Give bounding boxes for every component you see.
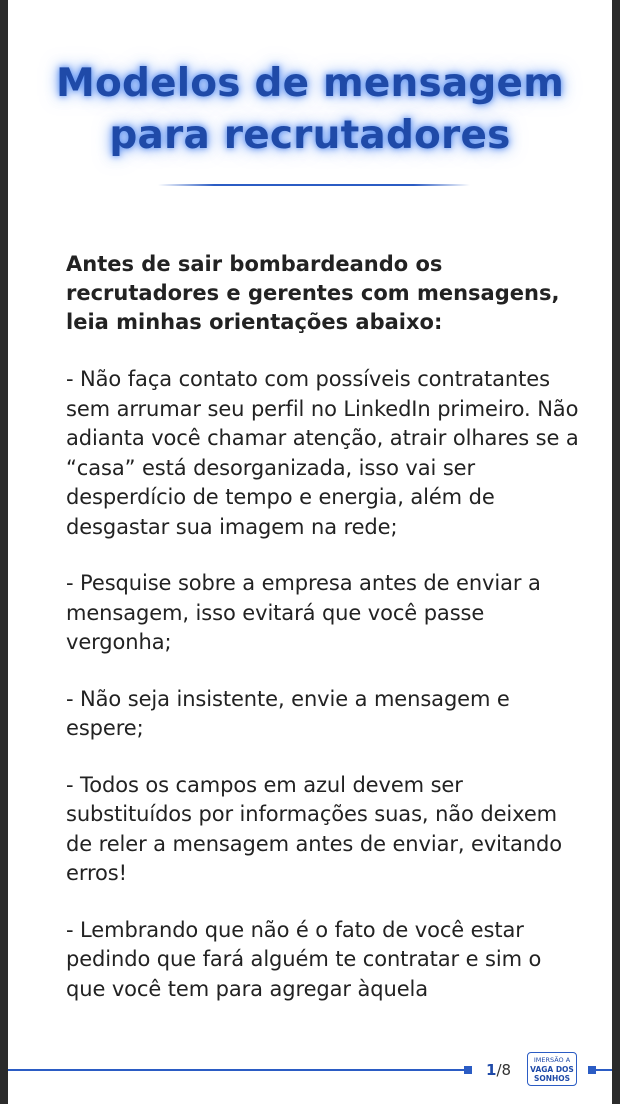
page-total: /8 <box>496 1061 512 1079</box>
title-line-2: para recrutadores <box>109 113 511 158</box>
title-line-1: Modelos de mensagem <box>55 61 565 106</box>
footer-square-icon <box>464 1066 472 1074</box>
page-current: 1 <box>486 1061 497 1079</box>
document-page <box>8 0 612 1104</box>
page-title <box>8 58 612 162</box>
guideline-paragraph-2: - Pesquise sobre a empresa antes de enviar a mensagem, isso evitará que você passe vergonha; <box>66 571 541 654</box>
intro-text: Antes de sair bombardeando os recrutadores e gerentes com mensagens, leia minhas orientações abaixo: <box>66 252 560 334</box>
logo-line-1: IMERSÃO A <box>533 1056 571 1064</box>
footer-divider-right <box>594 1069 612 1071</box>
body-content <box>66 250 586 1031</box>
guideline-paragraph-3: - Não seja insistente, envie a mensagem e espere; <box>66 686 510 740</box>
title-divider <box>158 184 470 186</box>
logo-line-2: VAGA DOS <box>530 1065 574 1074</box>
page-footer <box>8 1056 612 1084</box>
brand-logo <box>527 1052 577 1086</box>
logo-line-3: SONHOS <box>533 1074 571 1083</box>
guideline-paragraph-1: - Não faça contato com possíveis contratantes sem arrumar seu perfil no LinkedIn primeiro. Não adianta você chamar atenção, atrair olhares se a “casa” está desorganizada, isso vai ser desperdício de tempo e energia, além de desgastar sua imagem na rede; <box>66 367 579 539</box>
page-indicator <box>486 1061 511 1079</box>
footer-divider-left <box>8 1069 464 1071</box>
guideline-paragraph-4: - Todos os campos em azul devem ser substituídos por informações suas, não deixem de reler a mensagem antes de enviar, evitando erros! <box>66 772 562 885</box>
guideline-paragraph-5: - Lembrando que não é o fato de você estar pedindo que fará alguém te contratar e sim o que você tem para agregar àquela <box>66 917 542 1001</box>
